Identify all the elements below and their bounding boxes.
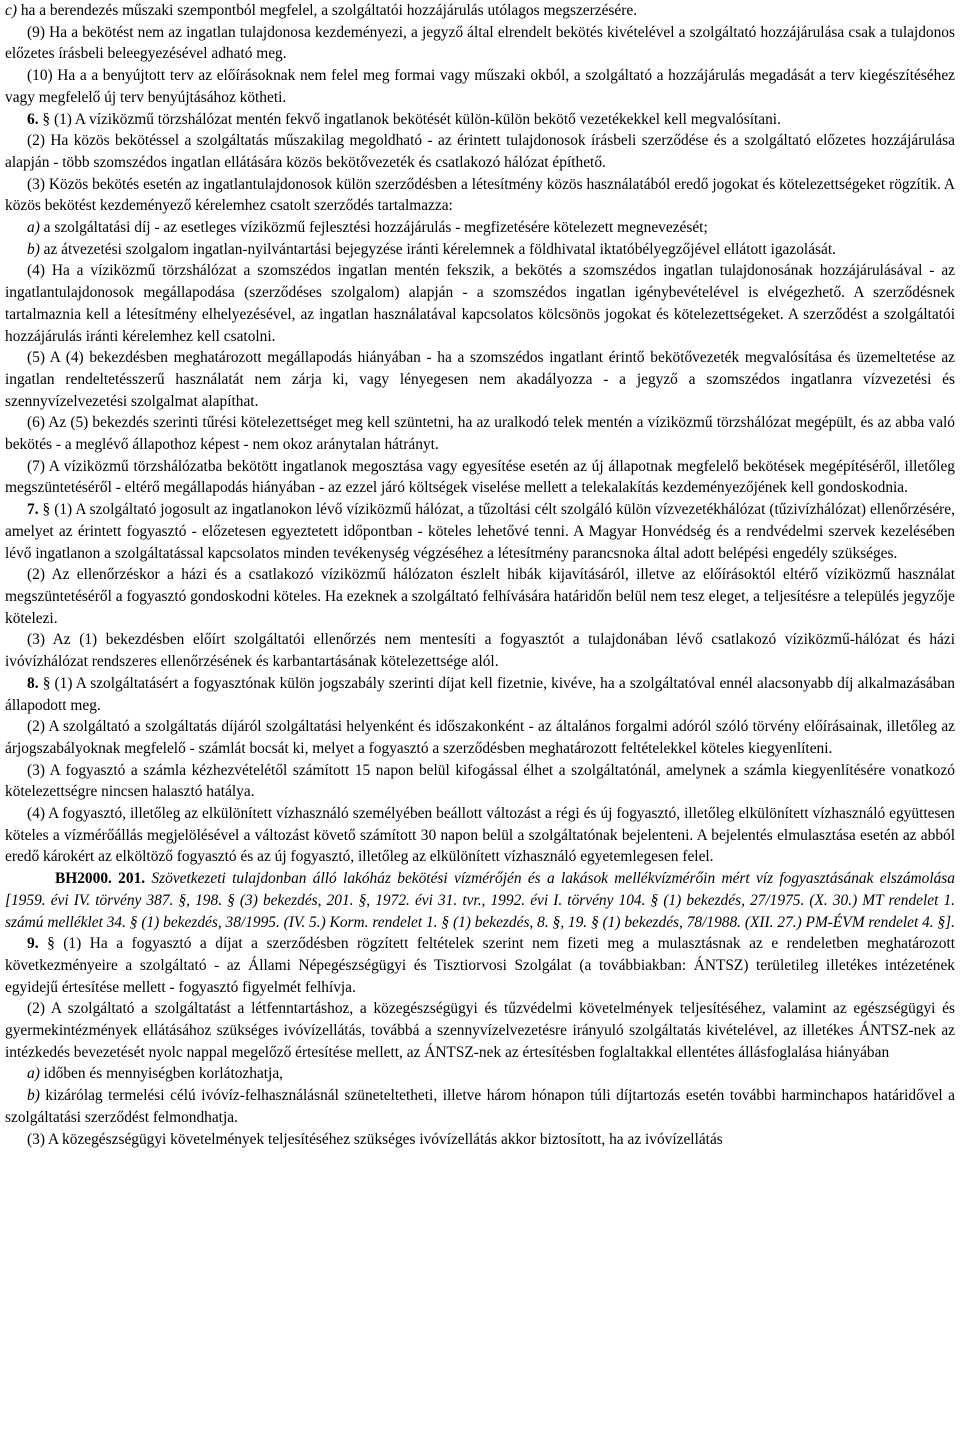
paragraph-text: § (1) Ha a fogyasztó a díjat a szerződésben rögzített feltételek szerint nem fizeti meg a mulasztásnak az e rendeletben meghatározott következményeire a szolgáltató - az Állami Népegészségügyi és Tisztiorvosi Szolgálat (a továbbiakban: ÁNTSZ) területileg illetékes intézetének egyidejű értesítése mellett - fogyasztó figyelmét felhívja. bbox=[5, 935, 955, 996]
paragraph-text: (3) Közös bekötés esetén az ingatlantulajdonosok külön szerződésben a létesítmény közös használatából eredő jogokat és kötelezettségeket rögzítik. A közös bekötést kezdeményező kérelemhez csatolt szerződés tartalmazza: bbox=[5, 175, 955, 215]
paragraph bbox=[5, 629, 955, 672]
paragraph bbox=[5, 1129, 955, 1151]
section-number: BH2000. 201. bbox=[55, 870, 146, 888]
paragraph bbox=[5, 239, 955, 261]
paragraph bbox=[5, 217, 955, 239]
section-number: 8. bbox=[27, 674, 39, 692]
paragraph-text: az átvezetési szolgalom ingatlan-nyilvántartási bejegyzése iránti kérelemnek a földhivatal iktatóbélyegzőjével ellátott igazolását. bbox=[39, 240, 836, 258]
paragraph bbox=[5, 716, 955, 759]
paragraph-text: § (1) A szolgáltatásért a fogyasztónak külön jogszabály szerinti díjat kell fizetnie, kivéve, ha a szolgáltatóval ennél alacsonyabb díj alkalmazásában állapodott meg. bbox=[5, 674, 955, 714]
italic-text: b) bbox=[27, 1087, 40, 1105]
paragraph bbox=[5, 673, 955, 716]
paragraph bbox=[5, 933, 955, 998]
paragraph-text: (2) Ha közös bekötéssel a szolgáltatás műszakilag megoldható - az érintett tulajdonosok írásbeli szerződése és a szolgáltató előzetes hozzájárulása alapján - több szomszédos ingatlan ellátására közös bekötővezeték és csatlakozó hálózat építhető. bbox=[5, 132, 955, 171]
section-number: 9. bbox=[27, 935, 39, 953]
paragraph bbox=[5, 998, 955, 1063]
paragraph-text: ha a berendezés műszaki szempontból megfelel, a szolgáltatói hozzájárulás utólagos megszerzésére. bbox=[16, 2, 638, 19]
paragraph bbox=[5, 1085, 955, 1128]
italic-text: a) bbox=[27, 219, 40, 237]
paragraph-text: (5) A (4) bekezdésben meghatározott megállapodás hiányában - ha a szomszédos ingatlant érintő bekötővezeték megvalósítása és üzemeltetése az ingatlan rendeltetésszerű használatát nem zárja ki, vagy lényegesen nem akadályozza - a jegyző a szomszédos ingatlanra vízvezetési és szennyvízelvezetési szolgalmat alapíthat. bbox=[5, 349, 955, 410]
italic-text: b) bbox=[27, 240, 40, 258]
paragraph bbox=[5, 130, 955, 173]
paragraph bbox=[5, 109, 955, 131]
paragraph-text: kizárólag termelési célú ivóvíz-felhasználásnál szüneteltetheti, illetve három hónapon túli díjtartozás esetén további harminchapos határidővel a szolgáltatási szerződést felmondhatja. bbox=[5, 1087, 955, 1126]
paragraph-text: (9) Ha a bekötést nem az ingatlan tulajdonosa kezdeményezi, a jegyző által elrendelt bekötés kivételével a szolgáltató hozzájárulása csak a tulajdonos előzetes írásbeli beleegyezésével adható meg. bbox=[5, 23, 955, 63]
paragraph bbox=[5, 564, 955, 629]
paragraph bbox=[5, 65, 955, 108]
paragraph-text: (10) Ha a a benyújtott terv az előírásoknak nem felel meg formai vagy műszaki okból, a szolgáltató a hozzájárulás megadását a terv kiegészítéséhez vagy megfelelő új terv benyújtásához kötheti. bbox=[5, 67, 955, 106]
paragraph-text: (6) Az (5) bekezdés szerinti tűrési kötelezettséget meg kell szüntetni, ha az uralkodó telek mentén a víziközmű törzshálózat megépült, és az abba való bekötés - a meglévő állapothoz képest - nem okoz aránytalan hátrányt. bbox=[5, 414, 955, 454]
paragraph bbox=[5, 260, 955, 347]
paragraph bbox=[5, 760, 955, 803]
paragraph-text: (3) Az (1) bekezdésben előírt szolgáltatói ellenőrzés nem mentesíti a fogyasztót a tulajdonában lévő csatlakozó víziközmű-hálózat és házi ivóvízhálózat rendszeres ellenőrzésének és karbantartásának kötelezettsége alól. bbox=[5, 631, 955, 671]
paragraph bbox=[5, 0, 955, 22]
italic-text: Szövetkezeti tulajdonban álló lakóház bekötési vízmérőjén és a lakások mellékvízmérőin mért víz fogyasztásának elszámolása [1959. évi IV. törvény 387. §, 198. § (3) bekezdés, 201. §, 1972. évi 31. tvr., 1992. évi I. törvény 104. § (1) bekezdés, 27/1975. (X. 30.) MT rendelet 1. számú melléklet 34. § (1) bekezdés, 38/1995. (IV. 5.) Korm. rendelet 1. § (1) bekezdés, 8. §, 19. § (1) bekezdés, 78/1988. (XII. 27.) PM-ÉVM rendelet 4. §]. bbox=[5, 870, 955, 931]
document-body bbox=[5, 0, 955, 1150]
paragraph-text: (7) A víziközmű törzshálózatba bekötött ingatlanok megosztása vagy egyesítése esetén az új állapotnak megfelelő bekötések megépítéséről, illetőleg megszüntetéséről - eltérő megállapodás hiányában - az ezzel járó költségek viselése mellett a telekalakítás kezdeményezőjének kell gondoskodnia. bbox=[5, 457, 955, 497]
paragraph-text: (2) Az ellenőrzéskor a házi és a csatlakozó víziközmű hálózaton észlelt hibák kijavításáról, illetve az előírásoktól eltérő víziközmű használat megszüntetéséről a fogyasztó gondoskodni köteles. Ha ezeknek a szolgáltató felhívására határidőn belül nem tesz eleget, a teljesítésre a település jegyzője kötelezi. bbox=[5, 566, 955, 627]
paragraph bbox=[5, 174, 955, 217]
paragraph bbox=[5, 347, 955, 412]
paragraph bbox=[5, 1063, 955, 1085]
paragraph-text: (2) A szolgáltató a szolgáltatás díjáról szolgáltatási helyenként és időszakonként - az általános forgalmi adóról szóló törvény előírásainak, illetőleg az árjogszabályoknak megfelelő - számlát bocsát ki, melyet a fogyasztó a szerződésben meghatározott feltételekkel köteles kiegyenlíteni. bbox=[5, 718, 955, 757]
paragraph bbox=[5, 456, 955, 499]
paragraph-text: (2) A szolgáltató a szolgáltatást a létfenntartáshoz, a közegészségügyi és tűzvédelmi követelmények teljesítéséhez, valamint az egészségügyi és gyermekintézmények ellátásához szükséges ivóvízellátás, továbbá a szennyvízelvezetésre irányuló szolgáltatás kivételével, az illetékes ÁNTSZ-nek az intézkedés bevezetését nyolc nappal megelőző értesítése mellett, az ÁNTSZ-nek az értesítésben foglaltakkal ellentétes állásfoglalása hiányában bbox=[5, 1000, 955, 1061]
italic-text: a) bbox=[27, 1065, 40, 1083]
italic-text: c) bbox=[5, 2, 17, 19]
section-number: 6. bbox=[27, 110, 39, 128]
paragraph-text: időben és mennyiségben korlátozhatja, bbox=[39, 1065, 284, 1083]
paragraph-text: (4) A fogyasztó, illetőleg az elkülönített vízhasználó személyében beállott változást a régi és új fogyasztó, illetőleg elkülönített vízhasználó együttesen köteles a vízmérőállás megjelölésével a változást követő számított 30 napon belül a szolgáltatónak bejelenteni. A bejelentés elmulasztása esetén az abból eredő károkért az elköltöző fogyasztó és az új fogyasztó, illetőleg az elkülönített vízhasználó egyetemlegesen felel. bbox=[5, 805, 955, 866]
paragraph bbox=[5, 22, 955, 65]
section-number: 7. bbox=[27, 501, 39, 519]
paragraph bbox=[5, 868, 955, 933]
paragraph-text: § (1) A víziközmű törzshálózat mentén fekvő ingatlanok bekötését külön-külön bekötő vezetékekkel kell megvalósítani. bbox=[38, 110, 781, 128]
paragraph-text: (3) A közegészségügyi követelmények teljesítéséhez szükséges ivóvízellátás akkor biztosított, ha az ivóvízellátás bbox=[27, 1130, 723, 1148]
paragraph bbox=[5, 412, 955, 455]
paragraph bbox=[5, 803, 955, 868]
paragraph-text: (4) Ha a víziközmű törzshálózat a szomszédos ingatlan mentén fekszik, a bekötés a szomszédos ingatlan tulajdonosának hozzájárulásával - az ingatlantulajdonosok megállapodása (szerződéses szolgalom) alapján - a szomszédos ingatlan igénybevételével is elvégezhető. A szerződésnek tartalmaznia kell a létesítmény elhelyezésével, az ingatlan használatával kapcsolatos kölcsönös jogokat és kötelezettségeket. A szerződést a szolgáltatói hozzájárulás iránti kérelemhez kell csatolni. bbox=[5, 262, 955, 345]
paragraph-text: a szolgáltatási díj - az esetleges víziközmű fejlesztési hozzájárulás - megfizetésére kötelezett megnevezését; bbox=[39, 219, 708, 237]
paragraph bbox=[5, 499, 955, 564]
paragraph-text: § (1) A szolgáltató jogosult az ingatlanokon lévő víziközmű hálózat, a tűzoltási célt szolgáló külön vízvezetékhálózat (tűzivízhálózat) ellenőrzésére, amelyet az érintett fogyasztó - előzetesen egyeztetett időpontban - köteles lehetővé tenni. A Magyar Honvédség és a rendvédelmi szervek kezelésében lévő ingatlanon a szolgáltatással kapcsolatos minden tevékenység végzéséhez a létesítmény parancsnoka által adott belépési engedély szükséges. bbox=[5, 501, 955, 562]
paragraph-text: (3) A fogyasztó a számla kézhezvételétől számított 15 napon belül kifogással élhet a szolgáltatónál, amelynek a számla kiegyenlítésére vonatkozó kötelezettségre nincsen halasztó hatálya. bbox=[5, 761, 955, 801]
